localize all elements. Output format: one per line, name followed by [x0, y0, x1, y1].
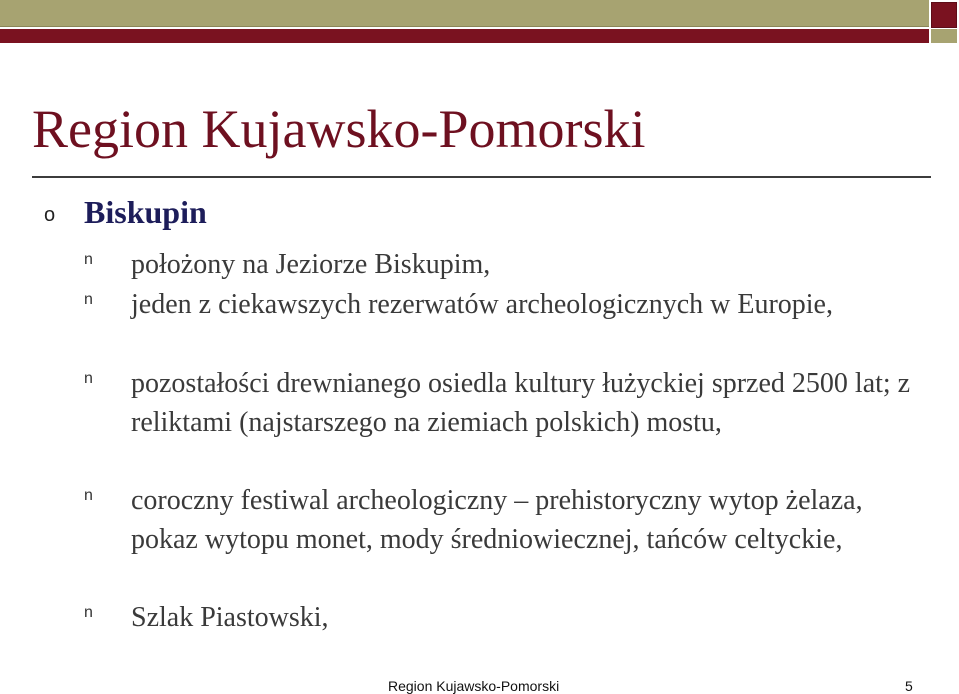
corner-decoration-strip: [931, 29, 957, 43]
bullet-icon: n: [84, 487, 93, 504]
page-number: 5: [905, 678, 913, 694]
bullet-icon: n: [84, 251, 93, 268]
title-divider: [32, 176, 931, 178]
list-item-text: Szlak Piastowski,: [131, 602, 329, 633]
section-heading: Biskupin: [84, 194, 207, 230]
list-item-text: pozostałości drewnianego osiedla kultury łużyckiej sprzed 2500 lat; z reliktami (najstarszego na ziemiach polskich) mostu,: [131, 368, 911, 438]
top-band-maroon: [0, 29, 929, 43]
footer-title: Region Kujawsko-Pomorski: [388, 678, 560, 694]
top-band-olive: [0, 0, 929, 27]
slide-title: Region Kujawsko-Pomorski: [32, 99, 646, 159]
corner-decoration-square: [931, 2, 957, 28]
heading-bullet-icon: o: [44, 204, 56, 226]
list-item-text: położony na Jeziorze Biskupim,: [131, 249, 491, 280]
bullet-icon: n: [84, 370, 93, 387]
list-item-text: jeden z ciekawszych rezerwatów archeologicznych w Europie,: [131, 289, 833, 320]
bullet-icon: n: [84, 291, 93, 308]
bullet-icon: n: [84, 604, 93, 621]
list-item-text: coroczny festiwal archeologiczny – prehistoryczny wytop żelaza, pokaz wytopu monet, mody średniowiecznej, tańców celtyckie,: [131, 485, 863, 555]
